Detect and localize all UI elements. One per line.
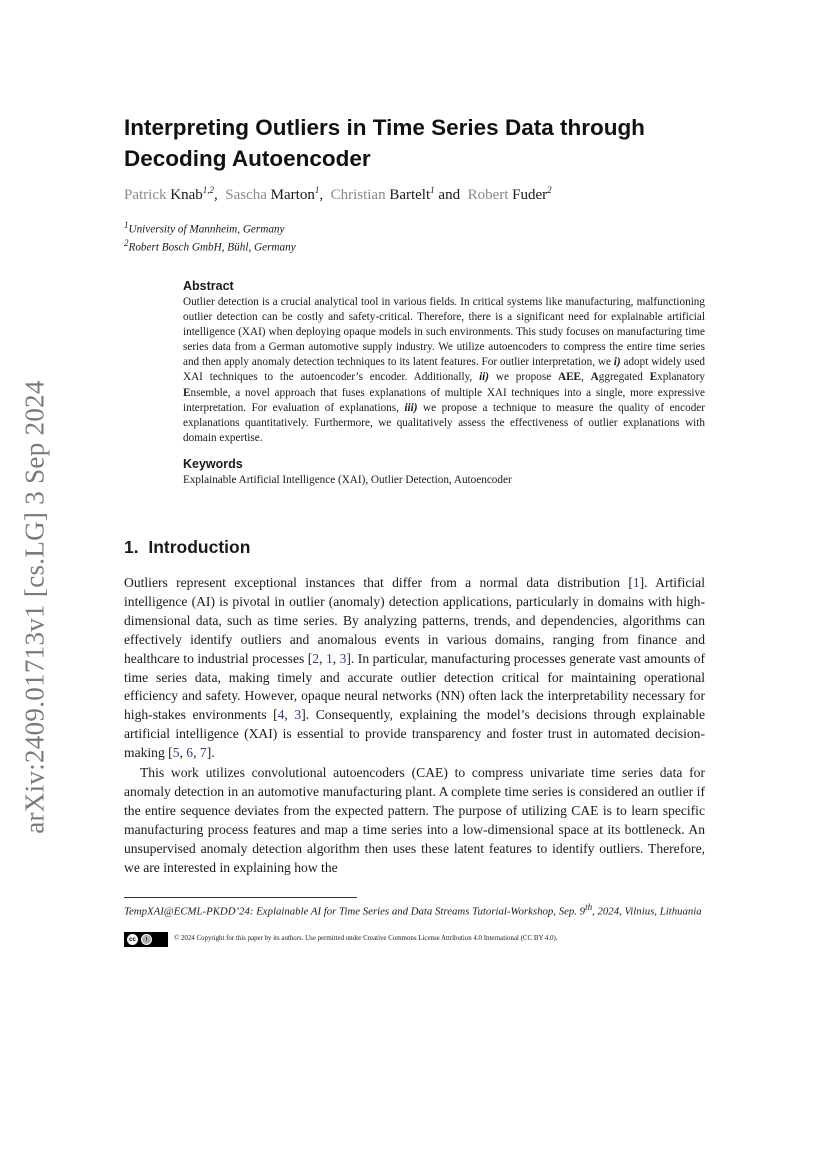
arxiv-identifier-stamp: arXiv:2409.01713v1 [cs.LG] 3 Sep 2024 (19, 380, 50, 834)
enumeration-marker: iii) (404, 401, 418, 414)
author-affiliation-mark: 1,2 (202, 185, 214, 195)
citation-link[interactable]: 1 (325, 650, 333, 666)
text-run: , (193, 745, 200, 761)
text-run: This work utilizes convolutional autoencoders (CAE) to compress univariate time series data for anomaly detection in an automotive manufacturing plant. A complete time series is considered an outlier if the entire sequence deviates from the expected pattern. The purpose of utilizing CAE is to learn specific manufacturing process features and map a time series into a low-dimensional space at its bottleneck. An unsupervised anomaly detection algorithm then uses these latent features to identify outliers. Therefore, we are interested in explaining how the (124, 765, 705, 875)
affiliation-2: $^2$Robert Bosch GmbH, Bühl, Germany (124, 238, 296, 254)
footnote-divider (124, 897, 357, 898)
intro-paragraph-1 (124, 574, 705, 763)
bold-text: AEE (558, 371, 582, 384)
creative-commons-icon: cc (127, 934, 138, 945)
text-run: ggregated (598, 371, 650, 384)
text-run: ]. (206, 745, 215, 761)
author-last-name: Fuder (512, 187, 548, 203)
author-separator: , (319, 187, 331, 203)
author-last-name: Marton (270, 187, 315, 203)
bold-text: E (183, 386, 191, 399)
author-first-name: Robert (467, 187, 509, 203)
citation-link[interactable]: 2 (312, 650, 320, 666)
section-heading-introduction: 1. Introduction (124, 537, 251, 557)
citation-link[interactable]: 6 (186, 745, 194, 761)
text-run: Outliers represent exceptional instances that differ from a normal data distribution [ (124, 575, 633, 590)
author-affiliation-mark: 1 (314, 185, 320, 195)
copyright-notice: © 2024 Copyright for this paper by its authors. Use permitted under Creative Commons License Attribution 4.0 International (CC BY 4.0). (174, 935, 558, 942)
abstract-text (183, 295, 705, 446)
text-run: adopt widely used XAI techniques to the autoencoder’s encoder. Additionally, (183, 356, 706, 384)
author-first-name: Christian (330, 187, 386, 203)
bold-text: E (649, 371, 658, 384)
text-run: we propose a technique to measure the quality of encoder explanations quantitatively. Furthermore, we qualitatively assess the effectiveness of outlier explanations with domain expertise. (183, 401, 705, 444)
text-run: , (332, 650, 340, 666)
text-run: , (319, 650, 326, 666)
text-run: , (581, 371, 591, 384)
attribution-icon: i (141, 934, 152, 945)
citation-link[interactable]: 3 (294, 707, 302, 723)
author-list (124, 185, 552, 204)
author-first-name: Sascha (225, 187, 267, 203)
venue-footnote: TempXAI@ECML-PKDD’24: Explainable AI for Time Series and Data Streams Tutorial-Workshop, Sep. 9th, 2024, Vilnius, Lithuania (124, 902, 702, 918)
text-run: , (284, 707, 295, 723)
cc-by-license-badge (124, 932, 168, 947)
text-run: Outlier detection is a crucial analytical tool in various fields. In critical systems like manufacturing, malfunctioning outlier detection can be costly and safety-critical. Therefore, there is a significant need for explainable artificial intelligence (XAI) when deploying opaque models in such environments. This study focuses on manufacturing time series data from a German automotive supply industry. We utilize autoencoders to compress the entire time series and then apply anomaly detection techniques to its latent features. For outlier interpretation, we (183, 296, 705, 369)
text-run: , (179, 745, 187, 761)
author-separator: and (434, 187, 468, 203)
keywords-text: Explainable Artificial Intelligence (XAI), Outlier Detection, Autoencoder (183, 474, 512, 486)
abstract-heading: Abstract (183, 279, 234, 293)
citation-link[interactable]: 4 (277, 707, 285, 723)
citation-link[interactable]: 5 (172, 745, 180, 761)
intro-paragraph-2 (124, 764, 705, 877)
text-run: xplanatory (657, 371, 706, 384)
author-separator: , (214, 187, 226, 203)
affiliation-1: $^1$University of Mannheim, Germany (124, 220, 285, 236)
text-run: ]. Artificial intelligence (AI) is pivotal in outlier (anomaly) detection applications, particularly in domains with high-dimensional data, such as time series. By analyzing patterns, trends, and dependencies, algorithms can effectively identify outliers and anomalous events in various domains, ranging from finance and healthcare to industrial processes [ (124, 575, 705, 666)
bold-text: A (590, 371, 599, 384)
author-affiliation-mark: 2 (547, 185, 552, 195)
paper-title: Interpreting Outliers in Time Series Data through Decoding Autoencoder (124, 115, 645, 171)
citation-link[interactable]: 7 (199, 745, 207, 761)
author-last-name: Bartelt (389, 187, 431, 203)
text-run: nsemble, a novel approach that fuses explanations of multiple XAI techniques into a single, more expressive interpretation. For evaluation of explanations, (183, 386, 705, 414)
enumeration-marker: ii) (479, 371, 490, 384)
citation-link[interactable]: 1 (632, 575, 640, 590)
author-first-name: Patrick (124, 187, 167, 203)
citation-link[interactable]: 3 (339, 650, 347, 666)
keywords-heading: Keywords (183, 457, 243, 471)
text-run: we propose (489, 371, 558, 384)
text-run: ]. In particular, manufacturing processes generate vast amounts of time series data, making timely and accurate outlier detection critical for maintaining operational efficiency and safety. However, opaque neural networks (NN) often lack the interpretability necessary for high-stakes environments [ (124, 650, 706, 723)
author-last-name: Knab (170, 187, 203, 203)
author-affiliation-mark: 1 (430, 185, 435, 195)
text-run: ]. Consequently, explaining the model’s decisions through explainable artificial intelligence (XAI) is essential to provide transparency and foster trust in automated decision-making [ (124, 707, 705, 761)
enumeration-marker: i) (613, 356, 621, 369)
